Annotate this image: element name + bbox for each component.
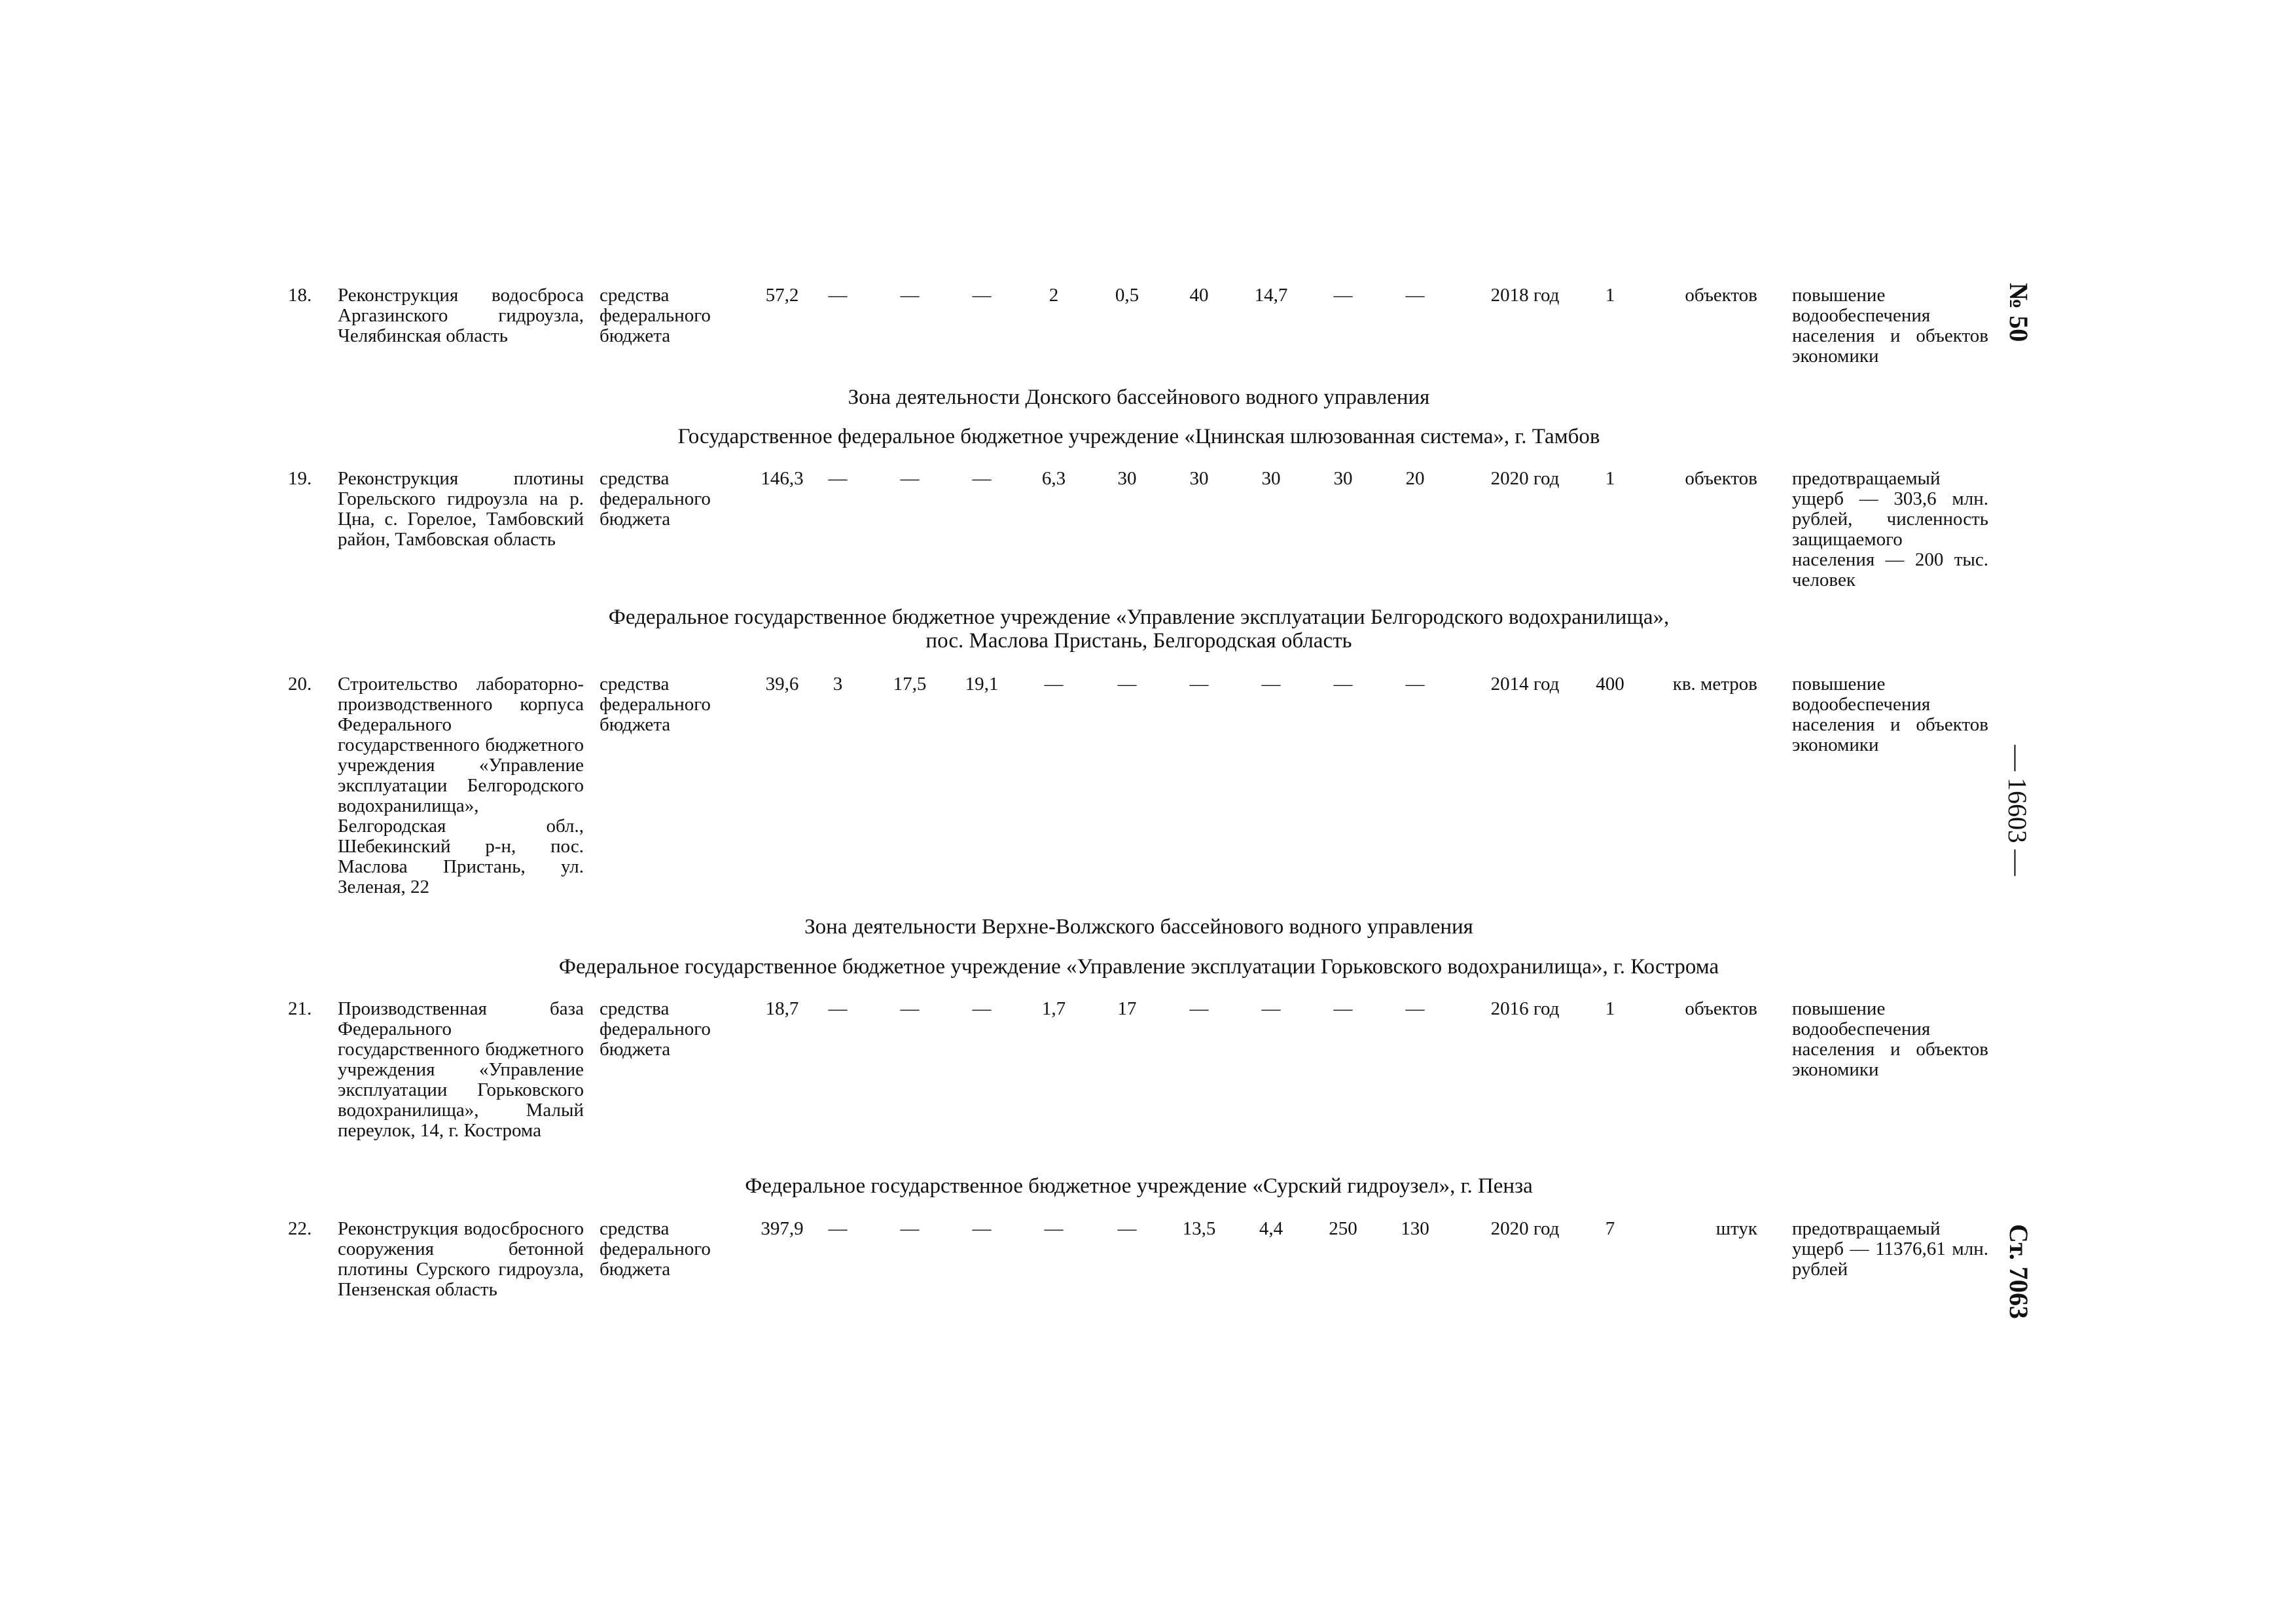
institution-heading: Федеральное государственное бюджетное учреждение «Управление эксплуатации Горьковского водохранилища», г. Кострома: [558, 955, 1719, 979]
completion-year: 2020 год: [1490, 468, 1560, 489]
capacity-value: 7: [1605, 1218, 1615, 1239]
article-number: Ст. 7063: [2004, 1224, 2034, 1319]
institution-heading: Государственное федеральное бюджетное учреждение «Цнинская шлюзованная система», г. Тамбов: [677, 425, 1600, 448]
value-cell: —: [1189, 674, 1209, 695]
capacity-unit: штук: [1715, 1218, 1757, 1239]
page-number: — 16603 —: [2003, 745, 2032, 876]
value-cell: —: [900, 998, 920, 1019]
capacity-unit: объектов: [1685, 998, 1757, 1019]
capacity-value: 1: [1605, 998, 1615, 1019]
capacity-unit: объектов: [1685, 468, 1757, 489]
value-cell: —: [828, 468, 848, 489]
value-cell: —: [972, 998, 992, 1019]
project-name: Реконструкция водосбросного сооружения бетонной плотины Сурского гидроузла, Пензенская область: [338, 1218, 584, 1300]
value-cell: 39,6: [765, 674, 799, 695]
issue-number: № 50: [2004, 283, 2034, 342]
row-number: 18.: [288, 285, 312, 306]
funding-source: средства федерального бюджета: [600, 1218, 711, 1280]
value-cell: 2: [1049, 285, 1059, 306]
value-cell: 0,5: [1115, 285, 1139, 306]
value-cell: —: [900, 1218, 920, 1239]
table-row: [288, 1219, 1990, 1402]
expected-effect: повышение водообеспечения населения и объектов экономики: [1792, 674, 1988, 755]
project-name: Строительство лабораторно-производственного корпуса Федерального государственного бюджетного учреждения «Управление эксплуатации Белгородского водохранилища», Белгородская обл., Шебекинский р-н, пос. Маслова Пристань, ул. Зеленая, 22: [338, 674, 584, 897]
value-cell: —: [972, 1218, 992, 1239]
row-number: 21.: [288, 998, 312, 1019]
value-cell: —: [828, 285, 848, 306]
value-cell: 130: [1401, 1218, 1429, 1239]
value-cell: —: [900, 285, 920, 306]
value-cell: —: [1405, 998, 1425, 1019]
row-number: 20.: [288, 674, 312, 695]
value-cell: —: [1261, 998, 1281, 1019]
table-row: [288, 999, 1990, 1182]
value-cell: —: [1405, 674, 1425, 695]
value-cell: —: [1333, 998, 1353, 1019]
funding-source: средства федерального бюджета: [600, 285, 711, 346]
value-cell: 6,3: [1041, 468, 1066, 489]
completion-year: 2018 год: [1490, 285, 1560, 306]
value-cell: 3: [833, 674, 843, 695]
value-cell: —: [828, 998, 848, 1019]
value-cell: 17,5: [893, 674, 927, 695]
value-cell: 20: [1405, 468, 1425, 489]
institution-heading-line2: пос. Маслова Пристань, Белгородская область: [925, 629, 1352, 653]
completion-year: 2014 год: [1490, 674, 1560, 695]
value-cell: —: [1044, 1218, 1064, 1239]
value-cell: 18,7: [765, 998, 799, 1019]
value-cell: 30: [1333, 468, 1353, 489]
value-cell: —: [1261, 674, 1281, 695]
value-cell: 17: [1117, 998, 1137, 1019]
value-cell: 19,1: [965, 674, 999, 695]
value-cell: —: [1044, 674, 1064, 695]
row-number: 19.: [288, 468, 312, 489]
completion-year: 2016 год: [1490, 998, 1560, 1019]
value-cell: —: [1189, 998, 1209, 1019]
zone-heading: Зона деятельности Верхне-Волжского бассейнового водного управления: [804, 915, 1473, 939]
value-cell: —: [828, 1218, 848, 1239]
capacity-unit: кв. метров: [1672, 674, 1757, 695]
value-cell: 57,2: [765, 285, 799, 306]
value-cell: 40: [1189, 285, 1209, 306]
project-name: Реконструкция плотины Горельского гидроузла на р. Цна, с. Горелое, Тамбовский район, Тамбовская область: [338, 468, 584, 550]
institution-heading: Федеральное государственное бюджетное учреждение «Управление эксплуатации Белгородского водохранилища»,: [608, 605, 1670, 629]
project-name: Производственная база Федерального государственного бюджетного учреждения «Управление эксплуатации Горьковского водохранилища», Малый переулок, 14, г. Кострома: [338, 998, 584, 1141]
value-cell: 250: [1329, 1218, 1357, 1239]
completion-year: 2020 год: [1490, 1218, 1560, 1239]
value-cell: 13,5: [1182, 1218, 1216, 1239]
value-cell: 30: [1189, 468, 1209, 489]
institution-heading: Федеральное государственное бюджетное учреждение «Сурский гидроузел», г. Пенза: [745, 1174, 1533, 1198]
value-cell: 30: [1117, 468, 1137, 489]
value-cell: 14,7: [1254, 285, 1288, 306]
value-cell: —: [1333, 285, 1353, 306]
value-cell: 397,9: [761, 1218, 804, 1239]
funding-source: средства федерального бюджета: [600, 998, 711, 1060]
value-cell: —: [1117, 674, 1137, 695]
expected-effect: повышение водообеспечения населения и объектов экономики: [1792, 285, 1988, 367]
value-cell: —: [1405, 285, 1425, 306]
funding-source: средства федерального бюджета: [600, 674, 711, 735]
expected-effect: предотвращаемый ущерб — 11376,61 млн. рублей: [1792, 1218, 1988, 1280]
project-name: Реконструкция водосброса Аргазинского гидроузла, Челябинская область: [338, 285, 584, 346]
value-cell: —: [900, 468, 920, 489]
zone-heading: Зона деятельности Донского бассейнового водного управления: [848, 386, 1430, 409]
value-cell: 1,7: [1041, 998, 1066, 1019]
row-number: 22.: [288, 1218, 312, 1239]
expected-effect: предотвращаемый ущерб — 303,6 млн. рублей, численность защищаемого населения — 200 тыс. человек: [1792, 468, 1988, 590]
value-cell: 146,3: [761, 468, 804, 489]
capacity-unit: объектов: [1685, 285, 1757, 306]
value-cell: 4,4: [1259, 1218, 1283, 1239]
capacity-value: 1: [1605, 285, 1615, 306]
capacity-value: 400: [1596, 674, 1624, 695]
value-cell: 30: [1261, 468, 1281, 489]
value-cell: —: [972, 285, 992, 306]
table-row: [288, 674, 1990, 910]
value-cell: —: [1333, 674, 1353, 695]
value-cell: —: [972, 468, 992, 489]
funding-source: средства федерального бюджета: [600, 468, 711, 530]
expected-effect: повышение водообеспечения населения и объектов экономики: [1792, 998, 1988, 1080]
capacity-value: 1: [1605, 468, 1615, 489]
value-cell: —: [1117, 1218, 1137, 1239]
